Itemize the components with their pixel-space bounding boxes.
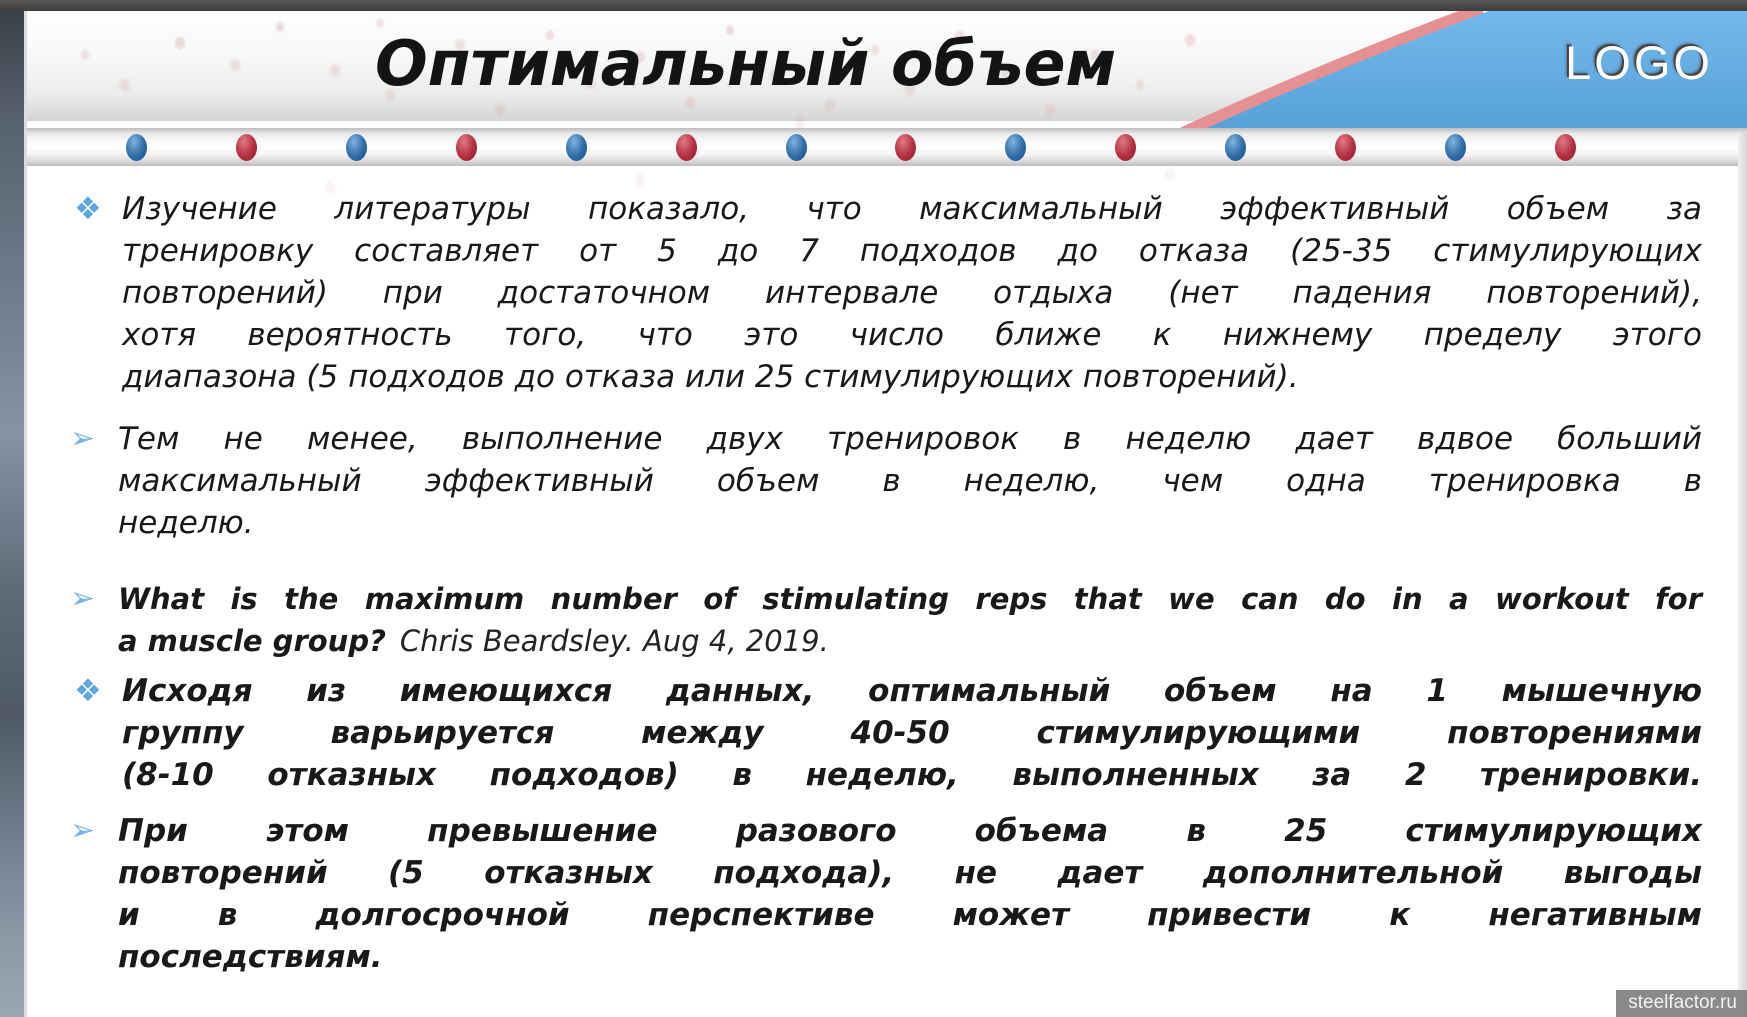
decor-dot-blue [126,134,147,161]
decor-dot-red [676,134,697,161]
decor-dot-blue [346,134,367,161]
text-line: (8-10 отказных подходов) в неделю, выполненных за 2 тренировки. [122,757,1702,793]
text-line: группу варьируется между 40-50 стимулирующими повторениями [122,715,1702,751]
paragraph-text [122,670,1702,796]
window-top-edge [0,0,1747,11]
text-line: повторений) при достаточном интервале отдыха (нет падения повторений), [122,275,1702,311]
paragraph-text [122,188,1702,398]
decor-dot-blue [566,134,587,161]
arrow-bullet-icon: ➢ [70,421,96,456]
paragraph-text [118,418,1702,544]
text-line: последствиям. [118,939,383,975]
decor-dot-red [895,134,916,161]
decor-dot-blue [1225,134,1246,161]
text-line: и в долгосрочной перспективе может привести к негативным [118,897,1702,933]
text-line: тренировку составляет от 5 до 7 подходов до отказа (25-35 стимулирующих [122,233,1702,269]
logo-text: LOGO [1565,36,1713,89]
bullet-paragraph [70,578,1702,662]
watermark: steelfactor.ru [1616,990,1747,1017]
decor-dot-red [1115,134,1136,161]
decor-dot-blue [786,134,807,161]
decor-dot-red [1555,134,1576,161]
divider-band [27,128,1747,166]
question-bold-text: a muscle group? [118,624,386,658]
decor-dot-red [1335,134,1356,161]
dot-row [126,133,1576,161]
slide-body [70,188,1702,978]
paragraph-text [118,810,1702,978]
decor-dot-red [236,134,257,161]
arrow-bullet-icon: ➢ [70,813,96,848]
diamond-bullet-icon: ❖ [74,191,102,227]
text-line: повторений (5 отказных подхода), не дает дополнительной выгоды [118,855,1702,891]
bullet-paragraph [70,810,1702,978]
text-line: При этом превышение разового объема в 25 стимулирующих [118,813,1702,849]
bullet-paragraph [70,418,1702,544]
arrow-bullet-icon: ➢ [70,581,96,616]
text-line: максимальный эффективный объем в неделю, чем одна тренировка в [118,463,1702,499]
page-title: Оптимальный объем [375,27,1117,100]
window-left-edge [0,11,27,1017]
text-line: хотя вероятность того, что это число ближе к нижнему пределу этого [122,317,1702,353]
decor-dot-blue [1445,134,1466,161]
text-line: диапазона (5 подходов до отказа или 25 стимулирующих повторений). [122,359,1299,395]
decor-dot-blue [1005,134,1026,161]
slide-right-edge [1738,133,1747,1017]
text-line: Исходя из имеющихся данных, оптимальный объем на 1 мышечную [122,673,1702,709]
decor-dot-red [456,134,477,161]
text-line: Тем не менее, выполнение двух тренировок в неделю дает вдвое больший [118,421,1702,457]
citation-text: Chris Beardsley. Aug 4, 2019. [399,624,829,658]
text-line: неделю. [118,505,254,541]
text-line: Изучение литературы показало, что максимальный эффективный объем за [122,191,1702,227]
bullet-paragraph [70,188,1702,398]
text-line: What is the maximum number of stimulating reps that we can do in a workout for [118,582,1702,616]
diamond-bullet-icon: ❖ [74,673,102,709]
paragraph-text [118,578,1702,662]
text-line [118,620,1702,662]
bullet-paragraph [70,670,1702,796]
